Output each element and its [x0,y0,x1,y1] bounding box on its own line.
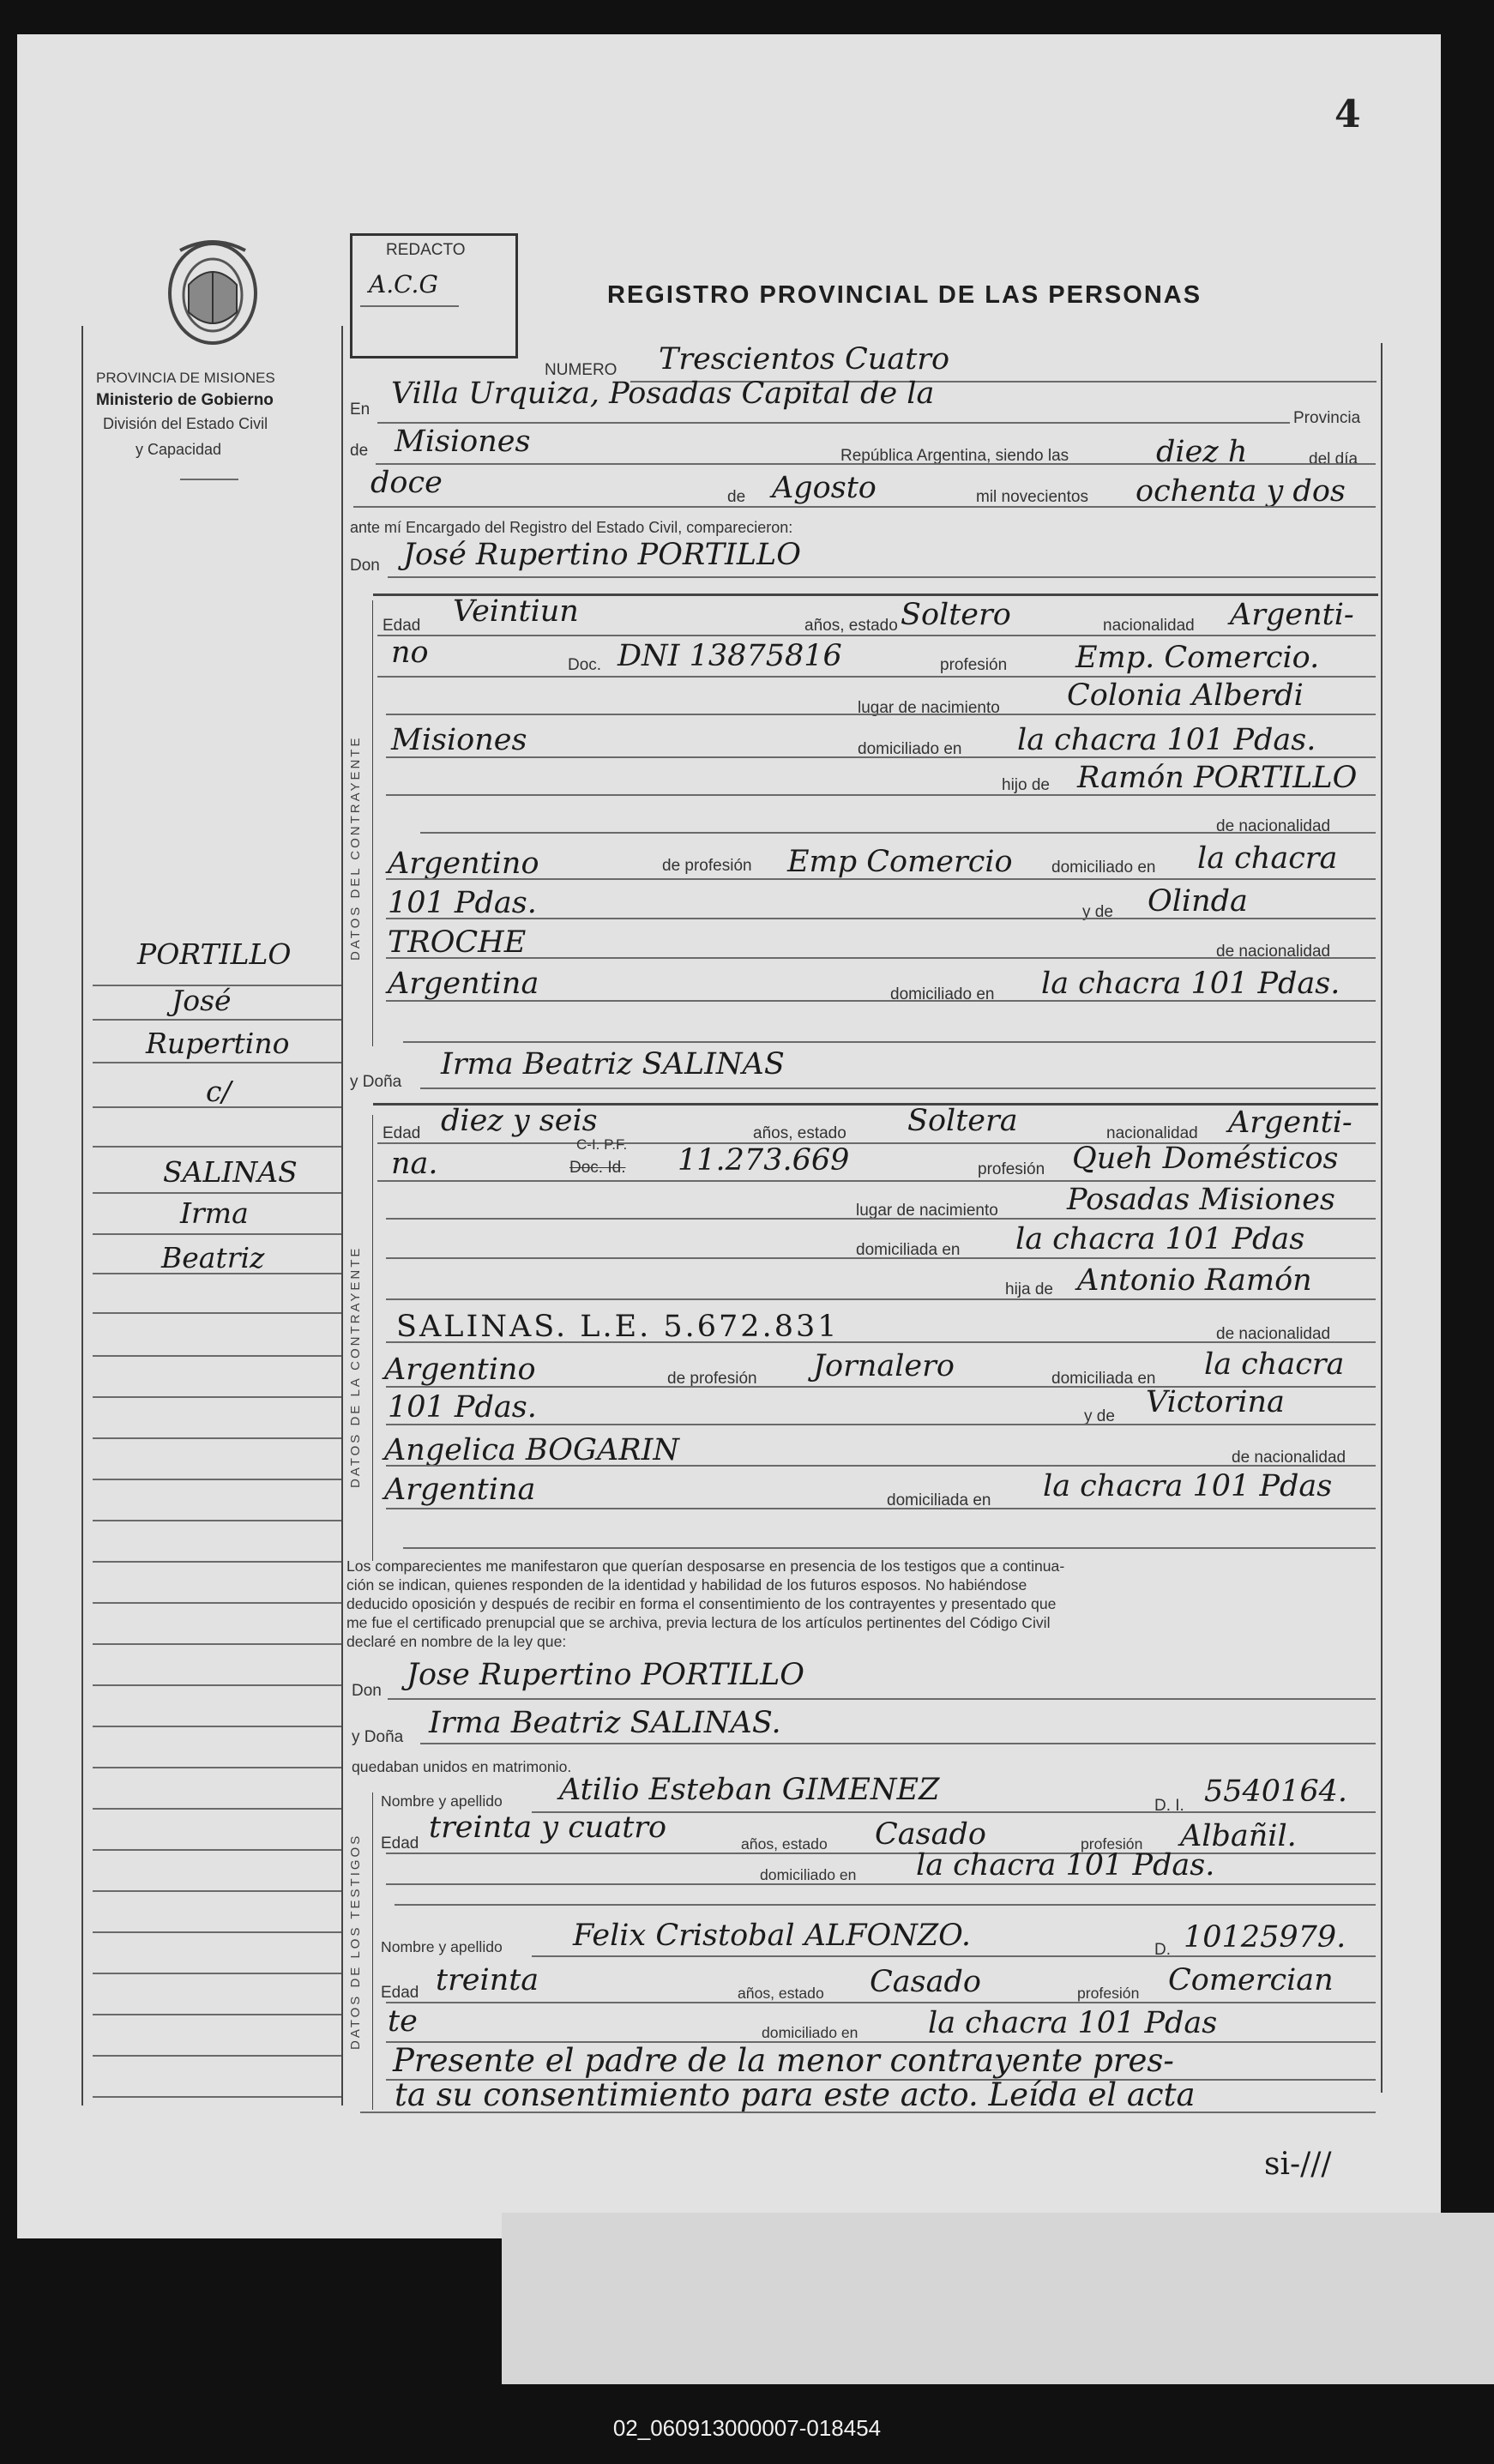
rule [386,1218,1376,1220]
nacionalidad-value-f-cont: na. [391,1147,438,1181]
edad-value-f: diez y seis [441,1104,598,1138]
section-label-testigos: DATOS DE LOS TESTIGOS [348,1833,363,2050]
contrayente-f-bracket [372,1115,373,1561]
provincia-label: Provincia [1293,409,1361,427]
testigo2-di-value: 10125979. [1184,1920,1346,1955]
padre-profesion-label-f: de profesión [667,1370,757,1388]
testigo1-nombre-label: Nombre y apellido [381,1792,503,1810]
rule [395,1904,1376,1906]
de-label: de [350,442,369,460]
ante-text: ante mí Encargado del Registro del Estado Civil, comparecieron: [350,519,793,536]
testigo1-domicilio-label: domiciliado en [760,1866,857,1883]
margin-rule [93,1146,341,1148]
margin-note-given-3: Irma [180,1196,249,1230]
rule [386,1465,1376,1467]
nacionalidad-label-f: nacionalidad [1106,1124,1198,1142]
margin-rule [93,1808,341,1810]
profesion-value-f: Queh Domésticos [1072,1142,1339,1176]
padre-domicilio-label-f: domiciliada en [1051,1370,1156,1388]
margin-note-given-4: Beatriz [161,1241,265,1274]
lugar-nacimiento-value-2: Misiones [391,723,527,757]
margin-rule [93,1520,341,1521]
y-de-label: y de [1082,903,1113,921]
doc-value-f: 11.273.669 [678,1143,850,1178]
y-de-label-f: y de [1084,1407,1115,1425]
ministry-name: Ministerio de Gobierno [96,391,274,409]
rule [403,1041,1376,1043]
unidos-text: quedaban unidos en matrimonio. [352,1758,572,1775]
hora-value: diez h [1156,435,1248,469]
don-value: José Rupertino PORTILLO [403,538,801,572]
padre-nacionalidad-value: Argentino [388,846,539,881]
rule [420,1087,1376,1089]
margin-rule [93,1973,341,1974]
rule [403,1547,1376,1549]
rule [353,506,1376,508]
margin-rule [93,2014,341,2015]
dona-label: y Doña [350,1073,402,1091]
lugar-nacimiento-label: lugar de nacimiento [858,699,1000,717]
stamp-label: REDACTO [386,241,466,259]
declaracion-line-4: me fue el certificado prenupcial que se archiva, previa lectura de los artículos pertinentes del Código Civil [346,1614,1051,1631]
rule [532,1955,1376,1957]
doc-type-f: C-I. P.F. [576,1136,628,1153]
padre-nacionalidad-value-f: Argentino [384,1352,536,1387]
corner-note: si-/// [1264,2147,1332,2182]
numero-value: Trescientos Cuatro [659,342,950,377]
margin-rule [93,1849,341,1851]
testigo1-domicilio-value: la chacra 101 Pdas. [916,1848,1215,1883]
profesion-value: Emp. Comercio. [1075,641,1320,675]
rule [386,794,1376,796]
rule [386,1000,1376,1002]
declaracion-dona-label: y Doña [352,1728,404,1746]
lugar-nacimiento-label-f: lugar de nacimiento [856,1202,998,1220]
rule [377,422,1290,424]
rule [377,635,1376,636]
margin-rule [93,1312,341,1314]
rule [388,1698,1376,1700]
rule [386,1853,1376,1854]
padre-domicilio-value-f-2: 101 Pdas. [388,1390,537,1425]
rule [386,1298,1376,1300]
testigo2-edad-value: treinta [436,1963,539,1997]
coat-of-arms-seal [163,233,262,348]
margin-rule [93,1684,341,1686]
margin-note-given-2: Rupertino [146,1027,290,1060]
hija-de-label: hija de [1005,1280,1053,1298]
madre-value-f-2: Angelica BOGARIN [384,1433,680,1467]
en-label: En [350,401,370,419]
nacionalidad-label: nacionalidad [1103,617,1195,635]
padre-value-f: Antonio Ramón [1077,1263,1312,1298]
testigo2-domicilio-label: domiciliado en [762,2024,858,2041]
rule [386,1883,1376,1885]
document-title: REGISTRO PROVINCIAL DE LAS PERSONAS [607,281,1202,309]
nacionalidad-value: Argenti- [1230,598,1354,632]
testigo2-anios-label: años, estado [738,1985,824,2002]
padre-domicilio-value: la chacra [1197,841,1338,876]
anios-estado-label: años, estado [804,617,898,635]
rule [386,1341,1376,1343]
testigo2-edad-label: Edad [381,1984,419,2002]
hijo-de-label: hijo de [1002,776,1050,794]
section-label-contrayente: DATOS DEL CONTRAYENTE [348,735,363,961]
testigos-bracket [372,1792,373,2110]
margin-rule [93,2055,341,2057]
mes-label: de [727,488,746,506]
testigo1-edad-label: Edad [381,1834,419,1853]
margin-rule [93,1767,341,1768]
contrayente-bracket [372,600,373,1046]
declaracion-line-5: declaré en nombre de la ley que: [346,1633,567,1650]
rule [420,1743,1376,1744]
margin-rule [93,1726,341,1727]
division-line-2: y Capacidad [136,441,222,458]
dona-value: Irma Beatriz SALINAS [441,1047,785,1081]
rule [386,2002,1376,2003]
madre-value: Olinda [1148,884,1248,919]
margin-note-surname-1: PORTILLO [137,937,292,971]
lugar-nacimiento-value: Colonia Alberdi [1067,678,1304,713]
margin-rule [93,1890,341,1892]
underlying-page [502,2213,1494,2384]
margin-rule [93,1019,341,1021]
nota-line-1: Presente el padre de la menor contrayente pres- [393,2042,1174,2079]
domicilio-value: la chacra 101 Pdas. [1017,723,1316,757]
rule [386,1424,1376,1425]
testigo2-nombre-label: Nombre y apellido [381,1938,503,1955]
testigo2-estado-value: Casado [870,1965,981,1999]
madre-domicilio-label-f: domiciliada en [887,1491,991,1509]
madre-domicilio-value: la chacra 101 Pdas. [1041,967,1340,1001]
testigo2-domicilio-value: la chacra 101 Pdas [928,2006,1218,2040]
padre-domicilio-value-2: 101 Pdas. [388,886,537,920]
margin-rule [93,1561,341,1563]
dia-value: doce [370,466,443,500]
margin-note-surname-2: SALINAS [163,1155,298,1189]
margin-rule [93,2096,341,2098]
madre-value-f: Victorina [1146,1385,1285,1419]
numero-label: NUMERO [545,361,617,379]
testigo1-di-value: 5540164. [1204,1774,1348,1809]
testigo1-profesion-value: Albañil. [1180,1819,1297,1853]
declaracion-line-3: deducido oposición y después de recibir en forma el consentimiento de los contrayentes y presentado que [346,1595,1057,1612]
madre-value-2: TROCHE [388,925,527,960]
nacionalidad-value-f: Argenti- [1228,1105,1352,1140]
madre-nacionalidad-label: de nacionalidad [1216,943,1331,961]
madre-nacionalidad-value-f: Argentina [384,1473,536,1507]
domicilio-label: domiciliado en [858,740,962,758]
margin-rule [93,1643,341,1645]
padre-nacionalidad-label-f: de nacionalidad [1216,1325,1331,1343]
madre-nacionalidad-value: Argentina [388,967,539,1001]
edad-label-f: Edad [383,1124,421,1142]
madre-domicilio-label: domiciliado en [890,985,995,1003]
margin-rule [93,1355,341,1357]
declaracion-line-1: Los comparecientes me manifestaron que querían desposarse en presencia de los testigos que a continua- [346,1557,1065,1575]
padre-profesion-label: de profesión [662,857,752,875]
testigo2-profesion-value-2: te [388,2004,418,2039]
madre-nacionalidad-label-f: de nacionalidad [1232,1449,1346,1467]
margin-outer-line [81,326,83,2106]
testigo1-estado-value: Casado [875,1817,986,1852]
section-label-contrayente-f: DATOS DE LA CONTRAYENTE [348,1245,363,1488]
estado-value-f: Soltera [907,1104,1018,1138]
edad-label: Edad [383,617,421,635]
padre-profesion-value-f: Jornalero [813,1349,955,1383]
rule [376,463,1376,465]
lugar-nacimiento-value-f: Posadas Misiones [1067,1183,1335,1217]
nacionalidad-value-cont: no [391,636,429,670]
margin-rule [93,1931,341,1933]
image-id-label: 02_060913000007-018454 [612,2415,882,2441]
padre-domicilio-value-f: la chacra [1204,1347,1345,1382]
stamp-underline [360,305,459,307]
rule [386,957,1376,959]
domicilio-value-f: la chacra 101 Pdas [1015,1222,1305,1256]
margin-note-separator: c/ [206,1075,232,1108]
padre-value-f-2: SALINAS. L.E. 5.672.831 [396,1310,840,1344]
don-label: Don [350,557,380,575]
rule [420,832,1376,834]
rule [377,1180,1376,1182]
doc-label-f: Doc. Id. [569,1159,626,1177]
padre-nacionalidad-label: de nacionalidad [1216,817,1331,835]
testigo1-anios-label: años, estado [741,1835,828,1853]
profesion-label: profesión [940,656,1008,674]
testigo1-profesion-label: profesión [1081,1835,1143,1853]
provincia-value: Misiones [395,425,531,459]
rule [377,676,1376,678]
rule [386,756,1376,758]
margin-inner-line [341,326,343,2106]
rule [386,878,1376,880]
del-dia-label: del día [1309,450,1358,468]
testigo1-nombre-value: Atilio Esteban GIMENEZ [559,1773,940,1807]
madre-domicilio-value-f: la chacra 101 Pdas [1043,1469,1333,1503]
en-value: Villa Urquiza, Posadas Capital de la [391,377,935,411]
margin-rule [93,1192,341,1194]
stamp-value: A.C.G [369,270,438,298]
page-number: 4 [1334,93,1361,136]
margin-rule [93,1437,341,1439]
mes-value: Agosto [772,471,877,505]
testigo1-di-label: D. I. [1154,1797,1184,1815]
testigo2-nombre-value: Felix Cristobal ALFONZO. [573,1919,971,1953]
testigo2-profesion-label: profesión [1077,1985,1140,2002]
margin-rule [93,1479,341,1480]
declaracion-dona-value: Irma Beatriz SALINAS. [429,1706,781,1740]
header-divider [180,479,238,480]
doc-value: DNI 13875816 [617,639,842,673]
doc-label: Doc. [568,656,602,674]
rule [386,1257,1376,1259]
domicilio-label-f: domiciliada en [856,1241,961,1259]
anio-value: ochenta y dos [1136,474,1346,509]
rule [360,2112,1376,2113]
margin-rule [93,1602,341,1604]
rule [388,576,1376,578]
anio-label: mil novecientos [976,488,1088,506]
division-line-1: División del Estado Civil [103,415,268,432]
declaracion-don-label: Don [352,1682,382,1700]
estado-value: Soltero [901,598,1011,632]
republica-label: República Argentina, siendo las [840,447,1069,465]
nota-line-2: ta su consentimiento para este acto. Leída el acta [395,2076,1196,2113]
padre-profesion-value: Emp Comercio [787,845,1013,879]
right-border-line [1381,343,1383,2093]
margin-note-given-1: José [172,984,232,1017]
anios-estado-label-f: años, estado [753,1124,846,1142]
declaracion-don-value: Jose Rupertino PORTILLO [407,1658,804,1692]
profesion-label-f: profesión [978,1160,1045,1178]
declaracion-line-2: ción se indican, quienes responden de la identidad y habilidad de los futuros esposos. No habiéndose [346,1576,1027,1593]
rule [386,1508,1376,1509]
testigo2-profesion-value: Comercian [1168,1963,1334,1997]
rule [386,714,1376,715]
margin-rule [93,1396,341,1398]
province-line: PROVINCIA DE MISIONES [96,370,275,386]
margin-rule [93,1062,341,1063]
edad-value: Veintiun [453,594,579,629]
margin-rule [93,1233,341,1235]
testigo2-di-label: D. [1154,1941,1171,1959]
padre-value: Ramón PORTILLO [1077,761,1358,795]
rule [386,918,1376,919]
testigo1-edad-value: treinta y cuatro [429,1810,667,1845]
padre-domicilio-label: domiciliado en [1051,858,1156,877]
